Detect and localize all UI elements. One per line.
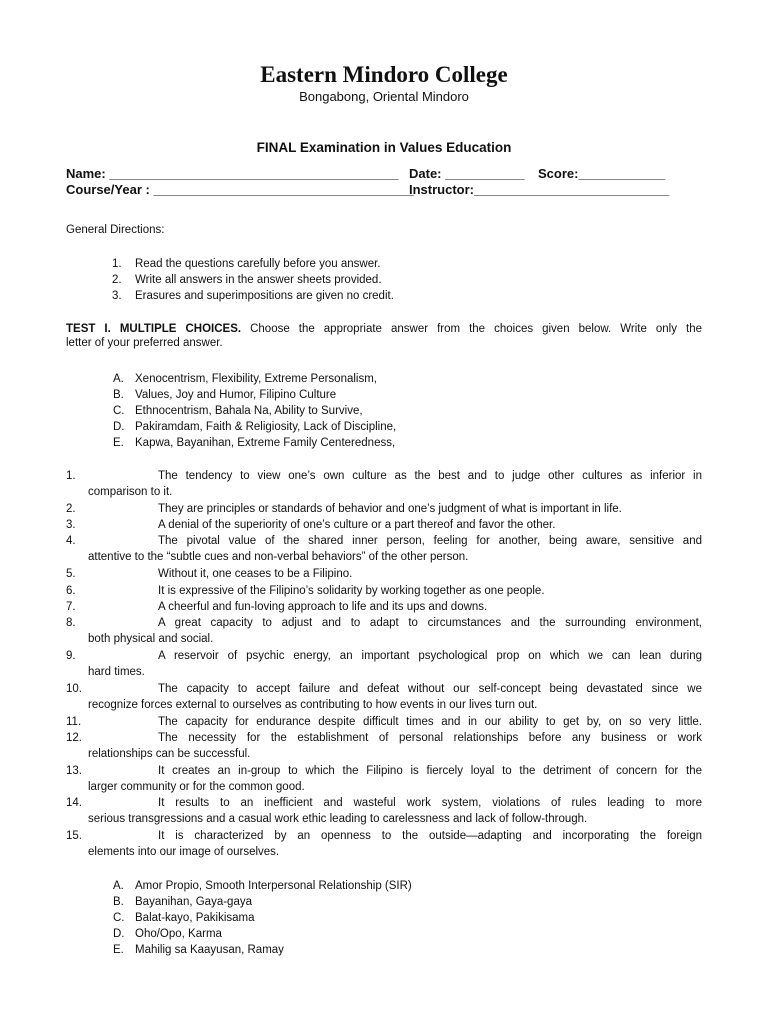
choice-item: A. Xenocentrism, Flexibility, Extreme Personalism,	[113, 373, 377, 385]
choice-item: B. Bayanihan, Gaya-gaya	[113, 896, 252, 908]
exam-title: FINAL Examination in Values Education	[256, 140, 512, 155]
choice-item: C. Balat-kayo, Pakikisama	[113, 912, 255, 924]
choice-item: E. Mahilig sa Kaayusan, Ramay	[113, 944, 284, 956]
test1-instructions: TEST I. MULTIPLE CHOICES. Choose the appropriate answer from the choices given below. Write only the letter of your preferred answer.	[66, 323, 702, 349]
choice-item: A. Amor Propio, Smooth Interpersonal Relationship (SIR)	[113, 880, 412, 892]
exam-page: Eastern Mindoro College Bongabong, Oriental Mindoro FINAL Examination in Values Education Name: ________________________________________ Date: ___________ Score:____________ Course/Year : ____________________________________ Instructor:___________________________ General Directions: 1. Read the questions carefully before you answer. 2. Write all answers in the answer sheets provided. 3. Erasures and superimpositions are given no credit. TEST I. MULTIPLE CHOICES. Choose the appropriate answer from the choices given below. Write only the letter of your preferred answer. A. Xenocentrism, Flexibility, Extreme Personalism, B. Values, Joy and Humor, Filipino Culture C. Ethnocentrism, Bahala Na, Ability to Survive, D. Pakiramdam, Faith & Religiosity, Lack of Discipline, E. Kapwa, Bayanihan, Extreme Family Centeredness, 1. The tendency to view one’s own culture as the best and to judge other cultures as inferior in comparison to it. 2. They are principles or standards of behavior and one’s judgment of what is important in life. 3. A denial of the superiority of one’s culture or a part thereof and favor the other. 4. The pivotal value of the shared inner person, feeling for another, being aware, sensitive and attentive to the “subtle cues and non-verbal behaviors” of the other person. 5. Without it, one ceases to be a Filipino. 6. It is expressive of the Filipino’s solidarity by working together as one people. 7. A cheerful and fun-loving approach to life and its ups and downs. 8. A great capacity to adjust and to adapt to circumstances and the surrounding environment, both physical and social. 9. A reservoir of psychic energy, an important psychological prop on which we can lean during hard times. 10. The capacity to accept failure and defeat without our self-concept being devastated since we recognize forces external to ourselves as contributing to how events in our lives turn out. 11. The capacity for endurance despite difficult times and in our ability to get by, on so very little. 12. The necessity for the establishment of personal relationships before any business or work relationships can be successful. 13. It creates an in-group to which the Filipino is fiercely loyal to the detriment of concern for the larger community or for the common good. 14. It results to an inefficient and wasteful work system, violations of rules leading to more serious transgressions and a casual work ethic leading to carelessness and lack of follow-through. 15. It is characterized by an openness to the outside—adapting and incorporating the foreign elements into our image of ourselves. A. Amor Propio, Smooth Interpersonal Relationship (SIR) B. Bayanihan, Gaya-gaya C. Balat-kayo, Pakikisama D. Oho/Opo, Karma E. Mahilig sa Kaayusan, Ramay	[0, 0, 768, 1024]
test1-title: TEST I. MULTIPLE CHOICES.	[66, 323, 242, 335]
choice-item: B. Values, Joy and Humor, Filipino Culture	[113, 389, 337, 401]
college-address: Bongabong, Oriental Mindoro	[299, 89, 469, 104]
date-field: Date: ___________	[409, 166, 525, 181]
direction-item: 3. Erasures and superimpositions are given no credit.	[112, 290, 394, 302]
directions-heading: General Directions:	[66, 224, 165, 236]
score-field: Score:____________	[538, 166, 666, 181]
choice-item: E. Kapwa, Bayanihan, Extreme Family Centeredness,	[113, 437, 396, 449]
direction-item: 2. Write all answers in the answer sheets provided.	[112, 274, 382, 286]
name-field: Name: ________________________________________	[66, 166, 399, 181]
course-year-field: Course/Year : ____________________________________	[66, 182, 414, 197]
choice-item: C. Ethnocentrism, Bahala Na, Ability to Survive,	[113, 405, 363, 417]
instructor-field: Instructor:___________________________	[409, 182, 670, 197]
college-name: Eastern Mindoro College	[260, 62, 508, 87]
choice-item: D. Oho/Opo, Karma	[113, 928, 222, 940]
direction-item: 1. Read the questions carefully before you answer.	[112, 258, 381, 270]
choice-item: D. Pakiramdam, Faith & Religiosity, Lack of Discipline,	[113, 421, 397, 433]
